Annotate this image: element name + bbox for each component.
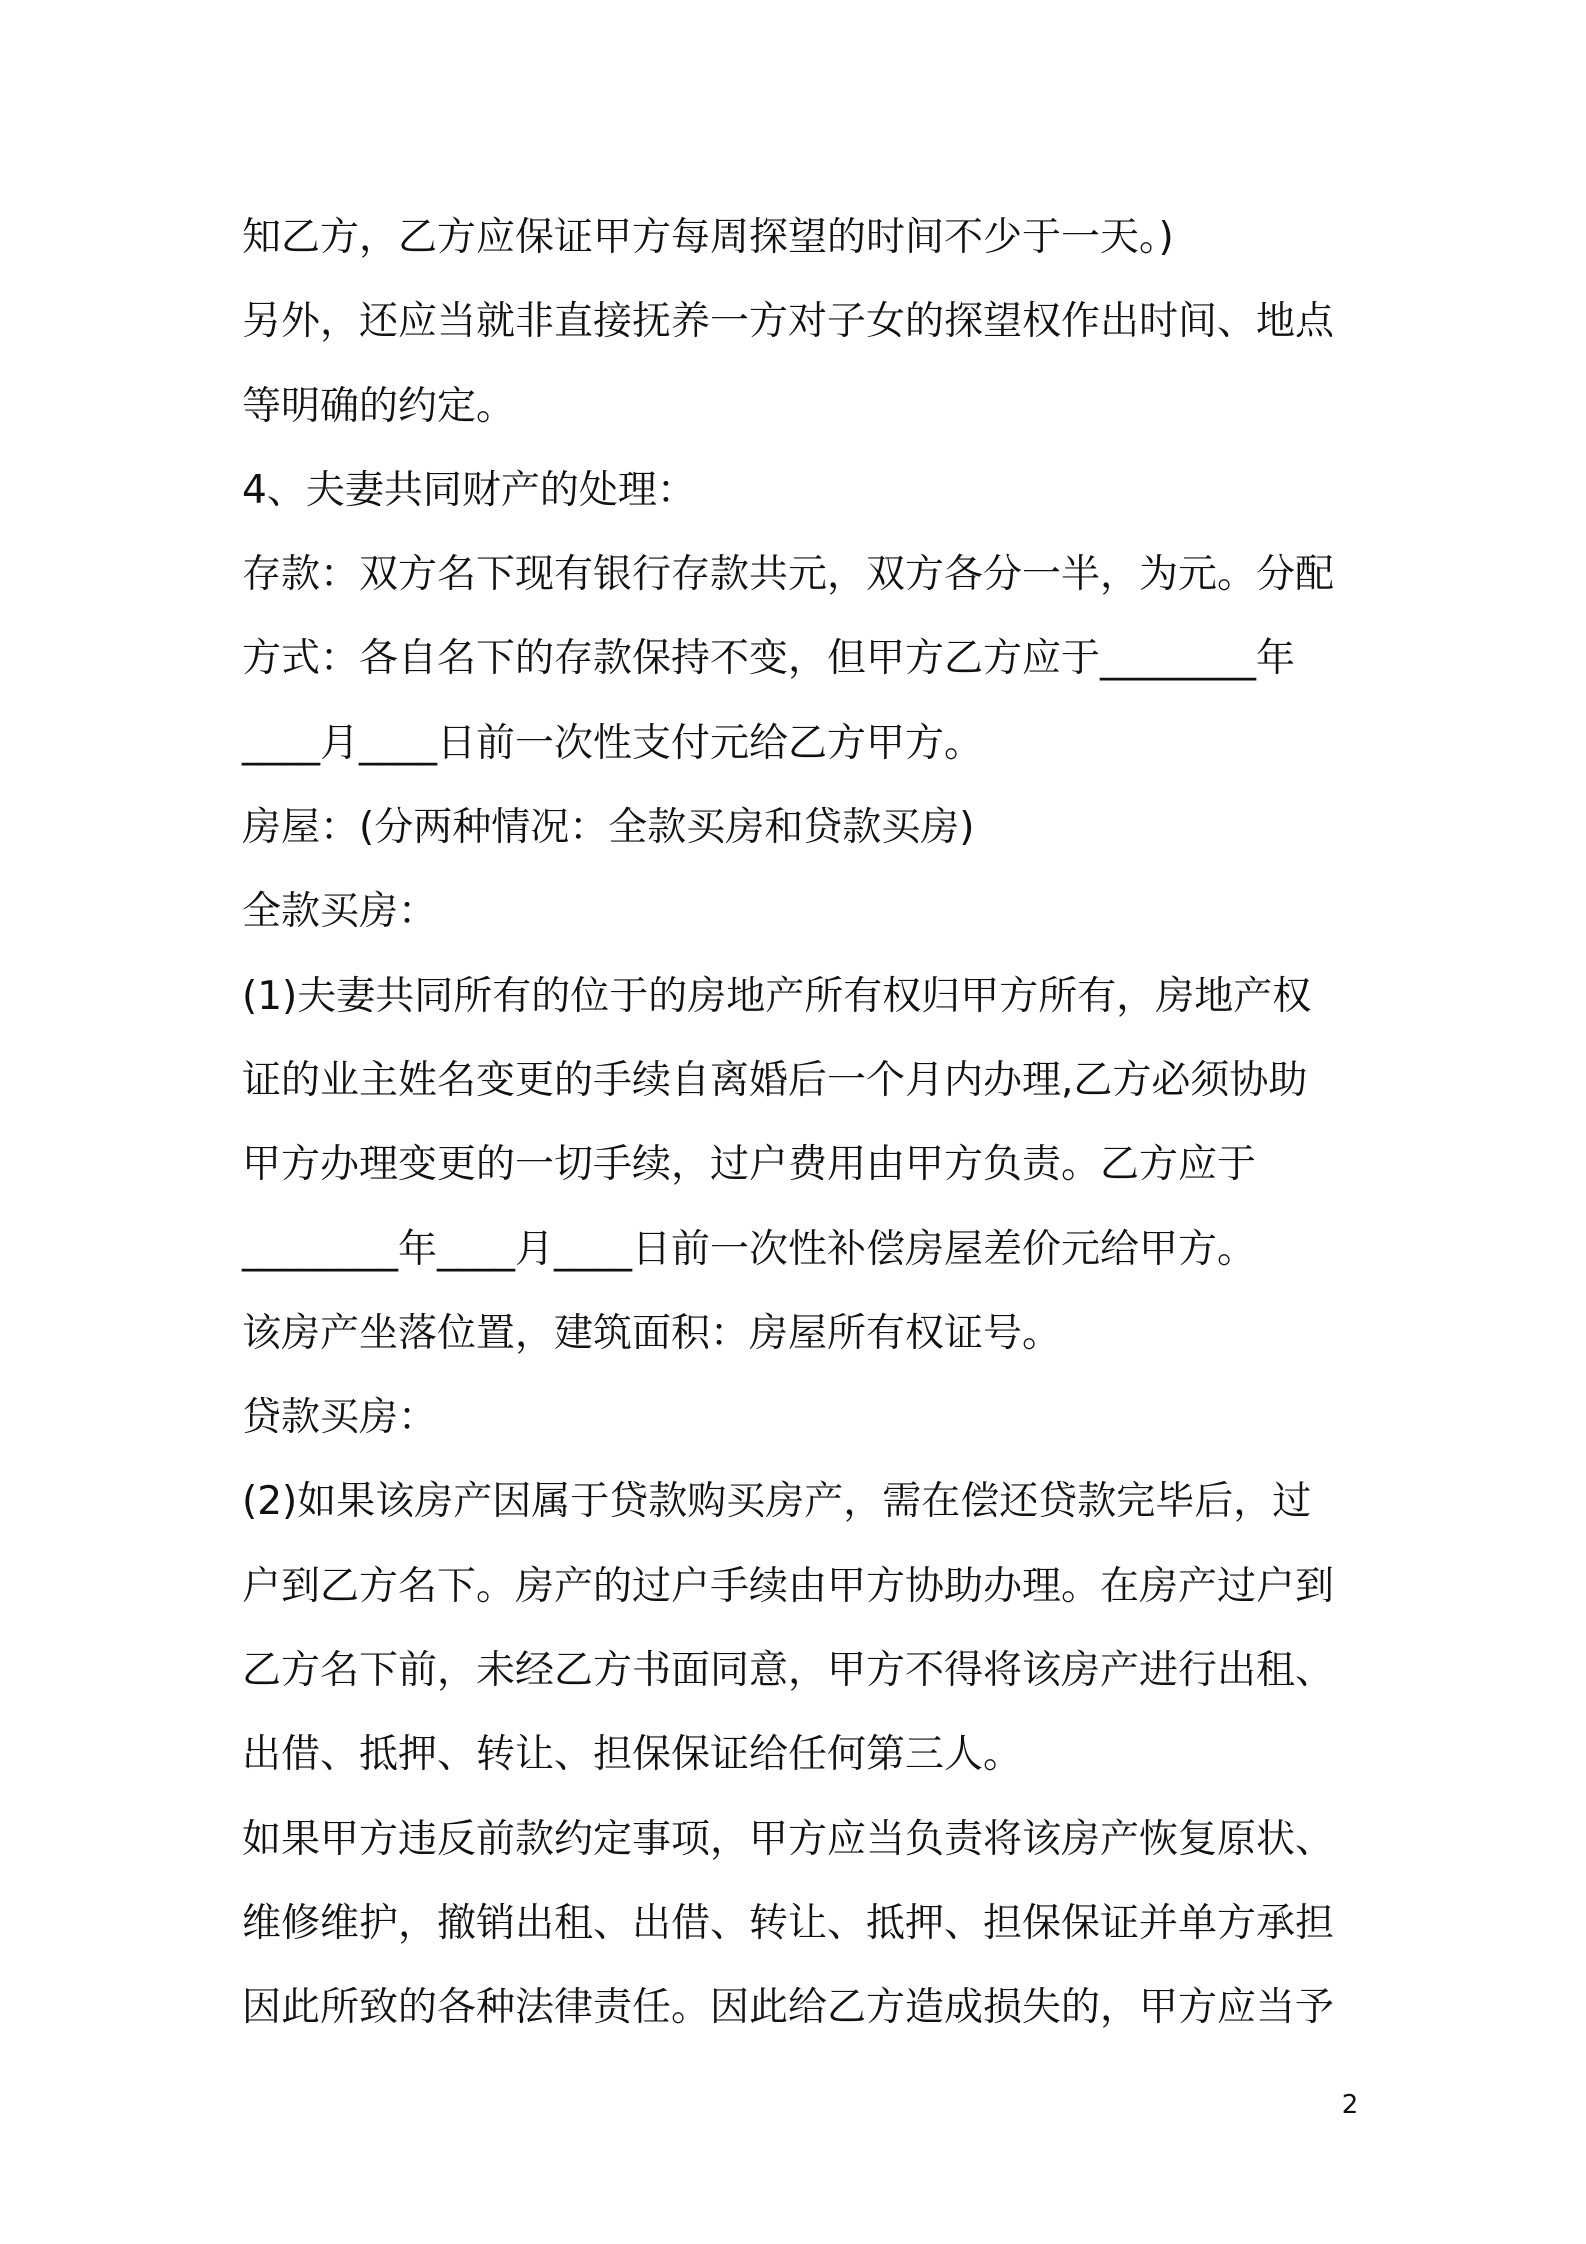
text-line: 该房产坐落位置，建筑面积：房屋所有权证号。 <box>242 1310 1062 1356</box>
subheading: 贷款买房： <box>242 1395 438 1441</box>
text-line: 甲方办理变更的一切手续，过户费用由甲方负责。乙方应于 <box>242 1142 1257 1188</box>
page-number: 2 <box>1341 2090 1359 2120</box>
text-line: (2)如果该房产因属于贷款购买房产，需在偿还贷款完毕后，过 <box>242 1479 1312 1525</box>
text-line: 乙方名下前，未经乙方书面同意，甲方不得将该房产进行出租、 <box>242 1648 1335 1694</box>
text-line: 方式：各自名下的存款保持不变，但甲方乙方应于________年 <box>242 636 1296 682</box>
document-body <box>242 196 1357 2051</box>
text-line: 户到乙方名下。房产的过户手续由甲方协助办理。在房产过户到 <box>242 1563 1335 1609</box>
text-line: 知乙方，乙方应保证甲方每周探望的时间不少于一天。) <box>242 215 1174 260</box>
text-line: ____月____日前一次性支付元给乙方甲方。 <box>242 720 984 766</box>
text-line: 维修维护，撤销出租、出借、转让、抵押、担保保证并单方承担 <box>242 1900 1335 1946</box>
text-line: 房屋：(分两种情况：全款买房和贷款买房) <box>242 805 975 851</box>
text-line: 等明确的约定。 <box>242 383 516 429</box>
text-line: 存款：双方名下现有银行存款共元，双方各分一半，为元。分配 <box>242 552 1335 598</box>
subheading: 全款买房： <box>242 889 438 935</box>
text-line: 因此所致的各种法律责任。因此给乙方造成损失的，甲方应当予 <box>242 1985 1335 2031</box>
text-line: (1)夫妻共同所有的位于的房地产所有权归甲方所有，房地产权 <box>242 973 1312 1019</box>
section-heading: 4、夫妻共同财产的处理： <box>242 467 696 513</box>
text-line: 另外，还应当就非直接抚养一方对子女的探望权作出时间、地点 <box>242 299 1335 345</box>
text-line: ________年____月____日前一次性补偿房屋差价元给甲方。 <box>242 1226 1257 1272</box>
text-line: 证的业主姓名变更的手续自离婚后一个月内办理,乙方必须协助 <box>242 1057 1308 1103</box>
text-line: 出借、抵押、转让、担保保证给任何第三人。 <box>242 1732 1023 1778</box>
text-line: 如果甲方违反前款约定事项，甲方应当负责将该房产恢复原状、 <box>242 1816 1335 1862</box>
